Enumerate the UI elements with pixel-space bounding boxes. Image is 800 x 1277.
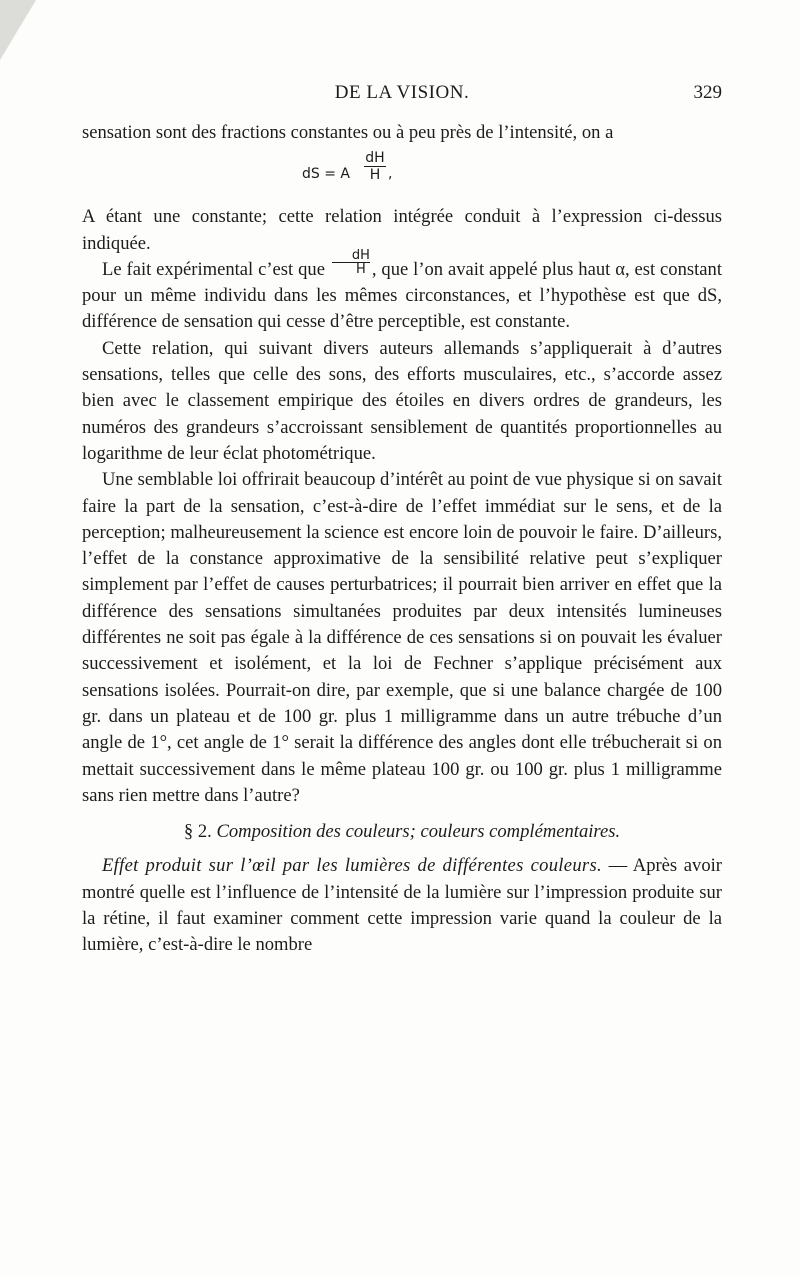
paragraph-5: Une semblable loi offrirait beaucoup d’intérêt au point de vue physique si on savait faire la part de la sensation, c’est-à-dire de l’effet immédiat sur le sens, et de la perception; malheureusement la science est encore loin de pouvoir le faire. D’ailleurs, l’effet de la constance approximative de la sensibilité relative peut s’expliquer simplement par l’effet de causes perturbatrices; il pourrait bien arriver en effet que la différence des sensations simultanées produites par deux intensités lumineuses différentes ne soit pas égale à la différence de ces sensations si on pouvait les évaluer successivement et isolément, et la loi de Fechner s’applique précisément aux sensations isolées. Pourrait-on dire, par exemple, que si une balance chargée de 100 gr. dans un plateau et de 100 gr. plus 1 milligramme dans un autre trébuche d’un angle de 1°, cet angle de 1° serait la différence des angles dont elle trébucherait si on mettait successivement dans le même plateau 100 gr. ou 100 gr. plus 1 milligramme sans rien mettre dans l’autre? — [82, 469, 722, 806]
section-title: Composition des couleurs; couleurs complémentaires. — [216, 821, 621, 843]
run-in-heading: Effet produit sur l’œil par les lumières de différentes couleurs. — [102, 855, 602, 877]
formula — [82, 148, 722, 204]
running-title: DE LA VISION. — [334, 82, 470, 103]
paragraph-6 — [82, 853, 722, 958]
formula-lhs: dS = A — [302, 166, 350, 183]
scan-edge — [0, 0, 36, 60]
formula-numerator: dH — [365, 150, 385, 167]
formula-denominator: H — [364, 166, 386, 183]
section-heading — [82, 819, 722, 845]
inline-frac-numerator: dH — [351, 248, 370, 264]
inline-frac-denominator: H — [332, 262, 370, 276]
formula-fraction — [364, 150, 386, 183]
paragraph-4: Cette relation, qui suivant divers auteurs allemands s’appliquerait à d’autres sensations, telles que celle des sons, des efforts musculaires, etc., s’accorde assez bien avec le classement empirique des étoiles en divers ordres de grandeurs, les numéros des grandeurs s’accroissant sensiblement de quantités proportionnelles au logarithme de leur éclat photométrique. — [82, 337, 722, 464]
inline-fraction — [332, 249, 370, 276]
formula-comma: , — [388, 166, 393, 183]
paragraph-3-before: Le fait expérimental c’est que — [102, 258, 325, 280]
paragraph-1: sensation sont des fractions constantes ou à peu près de l’intensité, on a — [82, 122, 614, 143]
paragraph-3 — [82, 248, 722, 336]
run-in-dash: — — [601, 855, 633, 877]
running-head — [82, 82, 722, 106]
body-text — [82, 120, 722, 959]
paragraph-3-after: , que l’on avait appelé plus haut α, est constant pour un même individu dans les mêmes circonstances, et l’hypothèse est que dS, différence de sensation qui cesse d’être perceptible, est constante. — [82, 258, 722, 333]
paragraph-6-text: Après avoir montré quelle est l’influence de l’intensité de la lumière sur l’impression produite sur la rétine, il faut examiner comment cette impression varie quand la couleur de la lumière, c’est-à-dire le nombre — [82, 855, 722, 956]
section-number: § 2. — [183, 821, 212, 843]
paragraph-2: A étant une constante; cette relation intégrée conduit à l’expression ci-dessus indiquée. — [82, 206, 722, 254]
page-number: 329 — [693, 82, 722, 103]
